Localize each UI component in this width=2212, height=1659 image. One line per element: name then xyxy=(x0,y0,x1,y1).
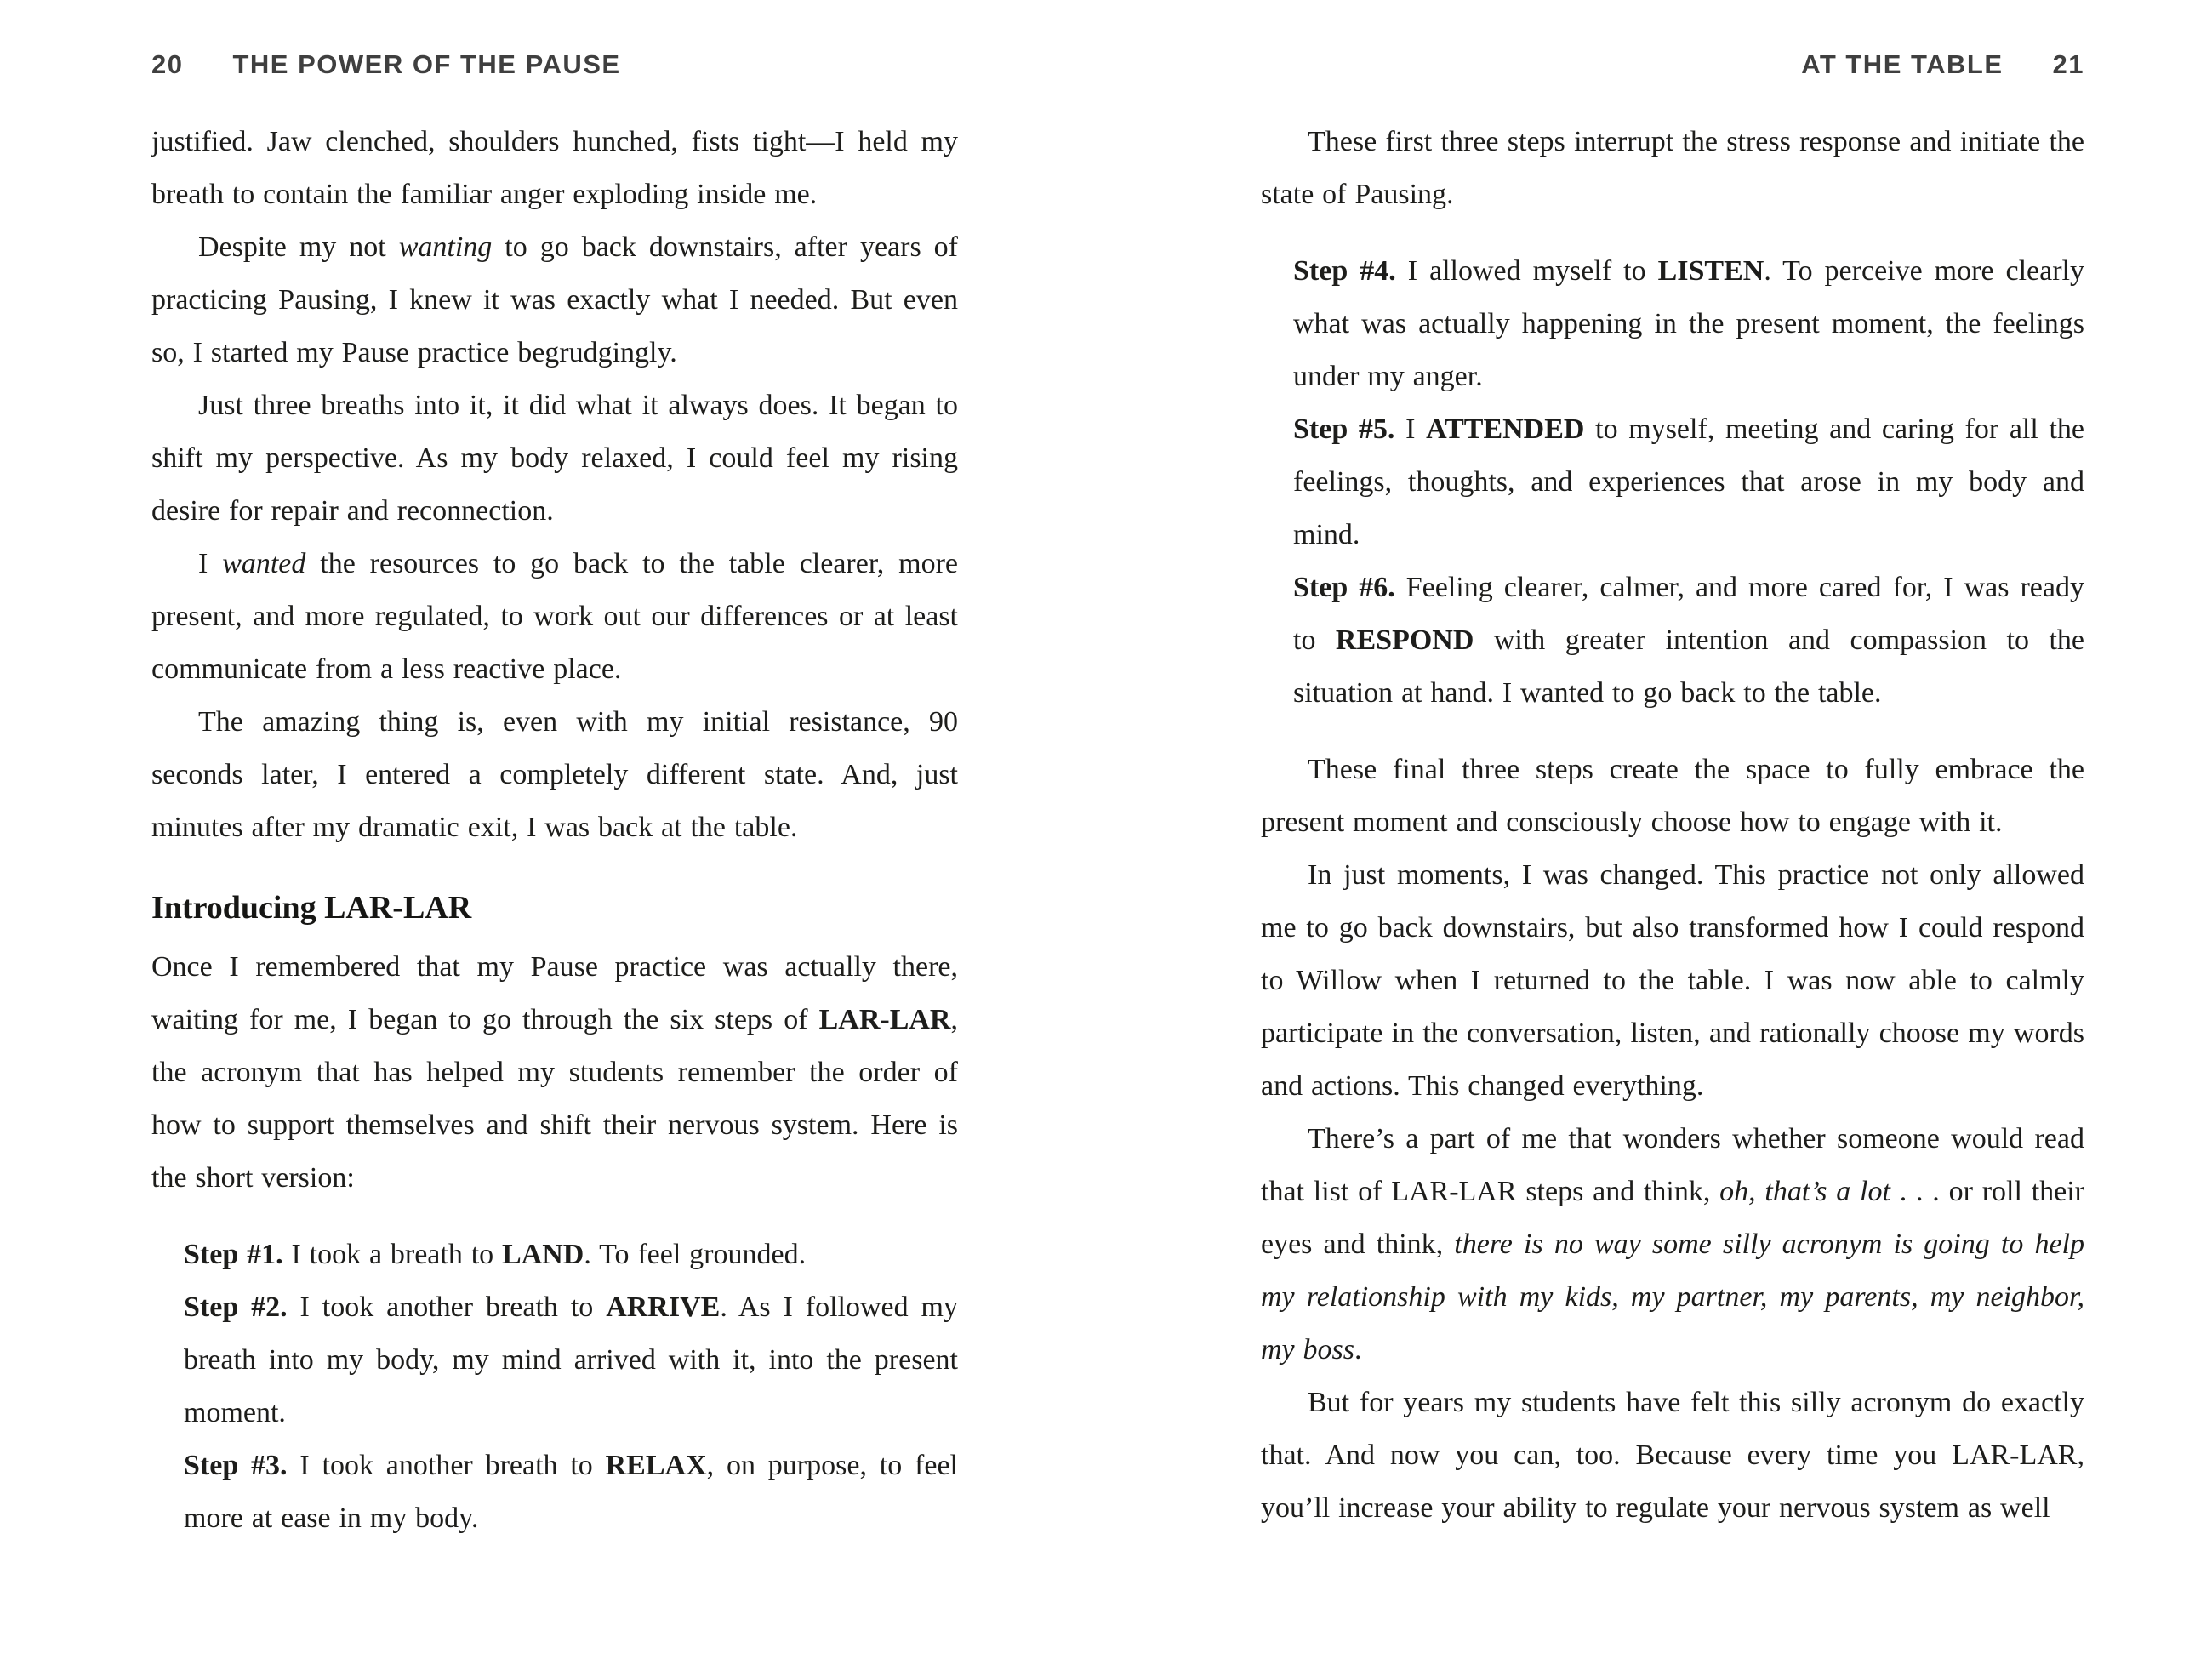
paragraph xyxy=(1261,1377,2084,1535)
italic-text-run: wanted xyxy=(222,548,306,579)
paragraph xyxy=(1261,116,2084,221)
italic-text-run: there is no way some silly acronym is going to help my relationship with my kids, my partner, my parents, my neighbor, my boss xyxy=(1261,1229,2084,1365)
text-run: with greater intention and compassion to the situation at hand. I wanted to go back to the table. xyxy=(1293,624,2084,709)
bold-text-run: Step #6. xyxy=(1293,572,1395,603)
text-run: . xyxy=(1354,1334,1362,1365)
text-run: justified. Jaw clenched, shoulders hunched, fists tight—I held my breath to contain the familiar anger exploding inside me. xyxy=(151,126,958,210)
text-run: . As I followed my breath into my body, my mind arrived with it, into the present moment. xyxy=(184,1291,958,1428)
bold-text-run: RESPOND xyxy=(1335,624,1474,656)
text-run: . To perceive more clearly what was actually happening in the present moment, the feelings under my anger. xyxy=(1293,255,2085,392)
step-item xyxy=(184,1440,958,1545)
paragraph xyxy=(1261,849,2084,1113)
text-run: to go back downstairs, after years of practicing Pausing, I knew it was exactly what I needed. But even so, I started my Pause practice begrudgingly. xyxy=(151,231,958,368)
left-page-number: 20 xyxy=(151,49,184,79)
paragraph xyxy=(151,941,958,1205)
text-run: I took another breath to xyxy=(287,1291,607,1323)
text-run: In just moments, I was changed. This practice not only allowed me to go back downstairs, but also transformed how I could respond to Willow when I returned to the table. I was now able to calmly participate in the conversation, listen, and rationally choose my words and actions. This changed everything. xyxy=(1261,859,2084,1102)
text-run: There’s a part of me that wonders whether someone would read that list of LAR-LAR steps and think, xyxy=(1261,1123,2084,1207)
text-run: These final three steps create the space to fully embrace the present moment and consciously choose how to engage with it. xyxy=(1261,754,2084,838)
left-page-text-column xyxy=(151,116,958,1569)
paragraph xyxy=(151,379,958,538)
bold-text-run: Step #5. xyxy=(1293,413,1395,445)
text-run: Once I remembered that my Pause practice was actually there, waiting for me, I began to go through the six steps of xyxy=(151,951,958,1035)
paragraph xyxy=(1261,744,2084,849)
text-run: Feeling clearer, calmer, and more cared for, I was ready to xyxy=(1293,572,2084,656)
step-item xyxy=(1293,245,2084,403)
text-run: , on purpose, to feel more at ease in my body. xyxy=(184,1450,958,1534)
bold-text-run: Step #2. xyxy=(184,1291,288,1323)
bold-text-run: Step #1. xyxy=(184,1239,283,1270)
bold-text-run: Step #4. xyxy=(1293,255,1396,287)
step-item xyxy=(1293,403,2084,562)
bold-text-run: LISTEN xyxy=(1657,255,1764,287)
paragraph xyxy=(151,696,958,854)
text-run: I took another breath to xyxy=(287,1450,606,1481)
text-run: The amazing thing is, even with my initial resistance, 90 seconds later, I entered a completely different state. And, just minutes after my dramatic exit, I was back at the table. xyxy=(151,706,958,843)
italic-text-run: oh, that’s a lot xyxy=(1719,1176,1890,1207)
text-run: to myself, meeting and caring for all the feelings, thoughts, and experiences that arose in my body and mind. xyxy=(1293,413,2085,550)
text-run: Just three breaths into it, it did what it always does. It began to shift my perspective. As my body relaxed, I could feel my rising desire for repair and reconnection. xyxy=(151,390,958,527)
text-run: . To feel grounded. xyxy=(584,1239,807,1270)
bold-text-run: ATTENDED xyxy=(1426,413,1585,445)
text-run: I allowed myself to xyxy=(1395,255,1658,287)
text-run: I took a breath to xyxy=(282,1239,503,1270)
text-run: But for years my students have felt this silly acronym do exactly that. And now you can, too. Because every time you LAR-LAR, you’ll increase your ability to regulate your nervous system as well xyxy=(1261,1387,2084,1524)
text-run: I xyxy=(1394,413,1427,445)
text-run: . . . or roll their eyes and think, xyxy=(1261,1176,2084,1260)
italic-text-run: wanting xyxy=(398,231,493,263)
right-page-number: 21 xyxy=(2052,49,2084,79)
step-item xyxy=(184,1281,958,1440)
step-item xyxy=(1293,562,2084,720)
paragraph xyxy=(151,538,958,696)
steps-list xyxy=(1293,245,2084,720)
right-page-text-column xyxy=(1261,116,2084,1535)
paragraph xyxy=(151,116,958,221)
right-running-head xyxy=(1261,49,2084,80)
left-running-title: THE POWER OF THE PAUSE xyxy=(232,49,621,79)
left-running-head xyxy=(151,49,621,80)
bold-text-run: LAND xyxy=(502,1239,584,1270)
right-running-title: AT THE TABLE xyxy=(1801,49,2004,79)
bold-text-run: ARRIVE xyxy=(606,1291,721,1323)
text-run: , the acronym that has helped my students remember the order of how to support themselves and shift their nervous system. Here is the short version: xyxy=(151,1004,958,1194)
text-run: Despite my not xyxy=(198,231,399,263)
paragraph xyxy=(1261,1113,2084,1377)
bold-text-run: RELAX xyxy=(605,1450,707,1481)
section-heading: Introducing LAR-LAR xyxy=(151,890,472,926)
bold-text-run: Step #3. xyxy=(184,1450,288,1481)
bold-text-run: LAR-LAR xyxy=(818,1004,951,1035)
paragraph xyxy=(151,221,958,379)
steps-list xyxy=(184,1229,958,1545)
step-item xyxy=(184,1229,958,1281)
text-run: the resources to go back to the table clearer, more present, and more regulated, to work out our differences or at least communicate from a less reactive place. xyxy=(151,548,959,685)
text-run: I xyxy=(198,548,223,579)
text-run: These first three steps interrupt the stress response and initiate the state of Pausing. xyxy=(1261,126,2084,210)
